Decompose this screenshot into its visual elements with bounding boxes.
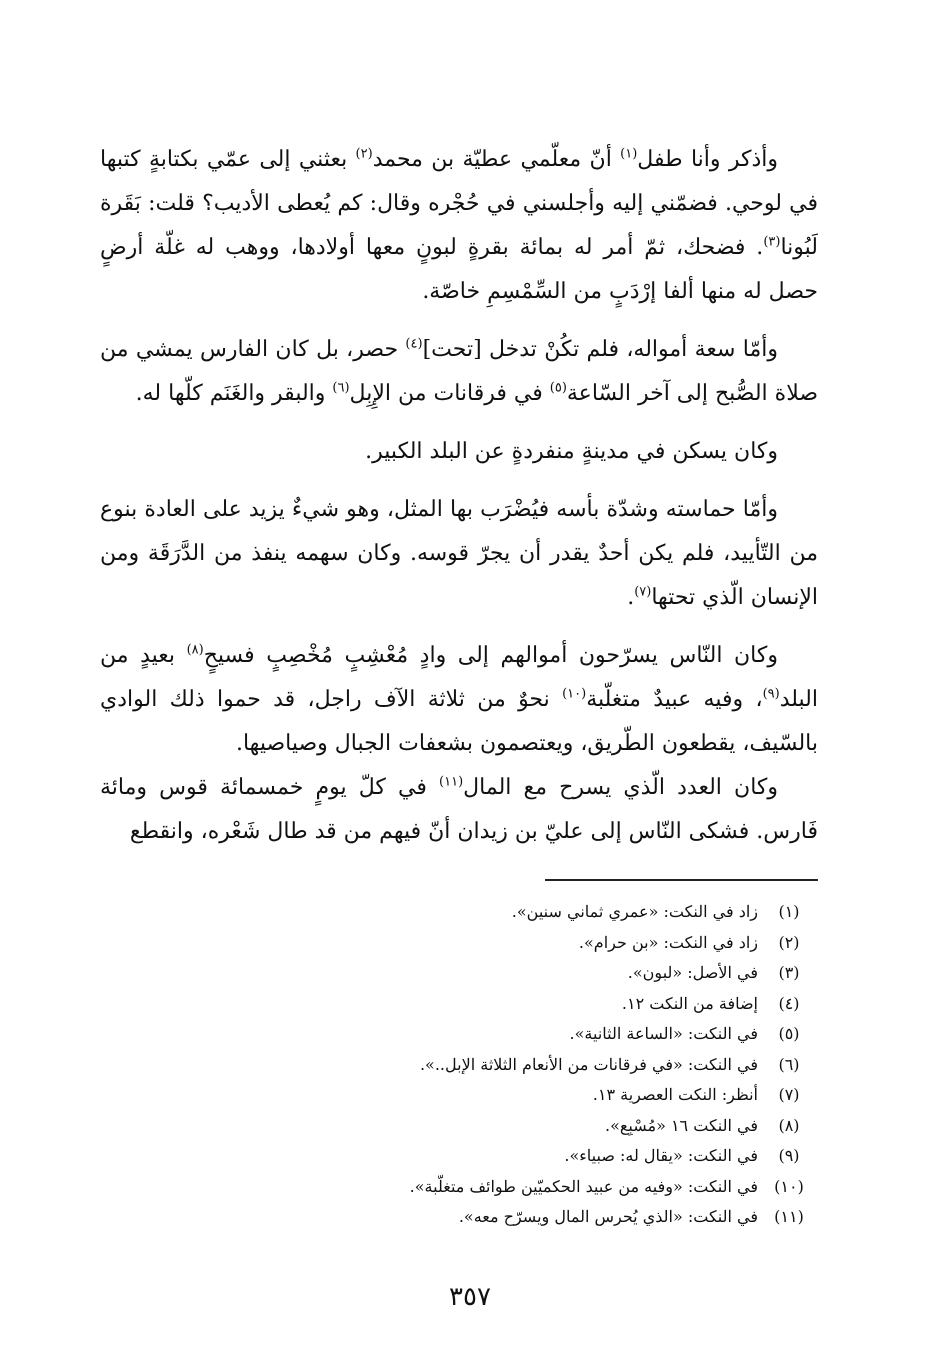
footnotes-list xyxy=(300,897,820,1233)
footnote-text: أنظر: النكت العصرية ١٣. xyxy=(592,1085,758,1104)
text-run: بعيدٍ من البلد xyxy=(100,643,818,712)
footnote-marker: (٥) xyxy=(549,380,567,396)
text-run: وكان يسكن في مدينةٍ منفردةٍ عن البلد الكبير. xyxy=(365,439,778,464)
footnote-marker: (١١) xyxy=(439,774,464,790)
text-run: في كلّ يومٍ خمسمائة قوس ومائة فَارس. فشكى النّاس إلى عليّ بن زيدان أنّ فيهم من قد طال شَعْره، وانقطع xyxy=(100,775,818,844)
footnote-item xyxy=(300,1080,820,1111)
text-run: والبقر والغَنَم كلّها له. xyxy=(135,381,333,406)
footnote-text: في النكت: «الساعة الثانية». xyxy=(569,1024,758,1043)
footnote-item xyxy=(300,958,820,989)
footnote-marker: (٢) xyxy=(355,146,373,162)
footnote-text: في النكت: «الذي يُحرس المال ويسرّح معه». xyxy=(458,1207,758,1226)
text-run: وكان النّاس يسرّحون أموالهم إلى وادٍ مُعْشِبٍ مُخْصِبٍ فسيحٍ xyxy=(203,643,778,668)
footnote-text: زاد في النكت: «عمري ثماني سنين». xyxy=(511,902,758,921)
text-run: وأمّا سعة أمواله، فلم تكُنْ تدخل [تحت] xyxy=(422,337,778,362)
paragraph xyxy=(100,488,818,620)
footnote-item xyxy=(300,1111,820,1142)
paragraph xyxy=(100,634,818,766)
paragraph xyxy=(100,766,818,854)
footnote-item xyxy=(300,1202,820,1233)
footnote-marker: (١٠) xyxy=(562,686,587,702)
footnote-number: (٩) xyxy=(778,1146,800,1165)
text-run: نحوٌ من ثلاثة الآف راجل، قد حموا ذلك الوادي بالسّيف، يقطعون الطّريق، ويعتصمون بشعفات الجبال وصياصيها. xyxy=(100,687,818,756)
footnote-text: في النكت ١٦ «مُسْبِع». xyxy=(605,1115,758,1135)
footnote-marker: (٦) xyxy=(332,380,350,396)
paragraph xyxy=(100,430,818,474)
footnote-text: زاد في النكت: «بن حرام». xyxy=(578,932,758,952)
footnote-text: في الأصل: «لبون». xyxy=(627,963,758,982)
footnote-number: (٣) xyxy=(778,963,800,982)
text-run: وكان العدد الّذي يسرح مع المال xyxy=(463,775,778,800)
footnote-item xyxy=(300,1019,820,1050)
footnote-number: (١٠) xyxy=(774,1176,804,1196)
footnote-number: (١) xyxy=(778,902,800,921)
text-run: بعثني إلى عمّي بكتابةٍ كتبها في لوحي. فضمّني إليه وأجلسني في حُجْره وقال: كم يُعطى الأديب؟ قلت: بَقَرة لَبُونا xyxy=(100,147,818,260)
footnote-number: (١١) xyxy=(774,1207,804,1226)
text-run: وأذكر وأنا طفل xyxy=(637,147,778,172)
footnote-number: (٨) xyxy=(778,1115,800,1135)
footnote-marker: (١) xyxy=(620,146,638,162)
paragraph xyxy=(100,328,818,416)
text-run: أنّ معلّمي عطيّة بن محمد xyxy=(372,147,621,172)
footnote-text: في النكت: «في فرقانات من الأنعام الثلاثة الإبل..». xyxy=(419,1054,758,1074)
footnote-item xyxy=(300,1050,820,1081)
text-run: وأمّا حماسته وشدّة بأسه فيُضْرَب بها المثل، وهو شيءٌ يزيد على العادة بنوع من التّأييد، فلم يكن أحدٌ يقدر أن يجرّ قوسه. وكان سهمه ينفذ من الدَّرَقَة ومن الإنسان الّذي تحتها xyxy=(100,497,818,610)
footnote-marker: (٨) xyxy=(186,642,204,658)
footnote-item xyxy=(300,989,820,1020)
footnote-number: (٥) xyxy=(778,1024,800,1043)
footnote-marker: (٩) xyxy=(762,686,780,702)
text-run: . فضحك، ثمّ أمر له بمائة بقرةٍ لبونٍ معها أولادها، ووهب له غلّة أرضٍ حصل له منها ألفا إرْدَبٍ من السِّمْسِمِ خاصّة. xyxy=(100,235,818,304)
footnote-text: في النكت: «يقال له: صبياء». xyxy=(564,1146,758,1165)
text-run: ، وفيه عبيدٌ متغلّبة xyxy=(586,687,763,712)
footnote-item xyxy=(300,1172,820,1203)
footnote-text: في النكت: «وفيه من عبيد الحكميّين طوائف متغلّبة». xyxy=(409,1176,758,1196)
footnote-text: إضافة من النكت ١٢. xyxy=(621,993,758,1013)
footnote-item xyxy=(300,928,820,959)
footnote-marker: (٣) xyxy=(763,234,781,250)
footnote-item xyxy=(300,897,820,928)
main-text xyxy=(100,138,818,854)
footnote-number: (٧) xyxy=(778,1085,800,1104)
footnote-marker: (٤) xyxy=(405,336,423,352)
text-run: . xyxy=(627,585,635,610)
footnote-item xyxy=(300,1141,820,1172)
text-run: حصر، بل كان الفارس يمشي من صلاة الصُّبح إلى آخر السّاعة xyxy=(100,337,818,406)
footnote-divider xyxy=(545,879,818,881)
footnote-number: (٢) xyxy=(778,932,800,952)
footnote-number: (٤) xyxy=(778,993,800,1013)
paragraph xyxy=(100,138,818,314)
text-run: في فرقانات من الإِبِل xyxy=(349,381,550,406)
footnote-number: (٦) xyxy=(778,1054,800,1074)
page-number: ٣٥٧ xyxy=(449,1282,491,1312)
footnote-marker: (٧) xyxy=(634,584,652,600)
